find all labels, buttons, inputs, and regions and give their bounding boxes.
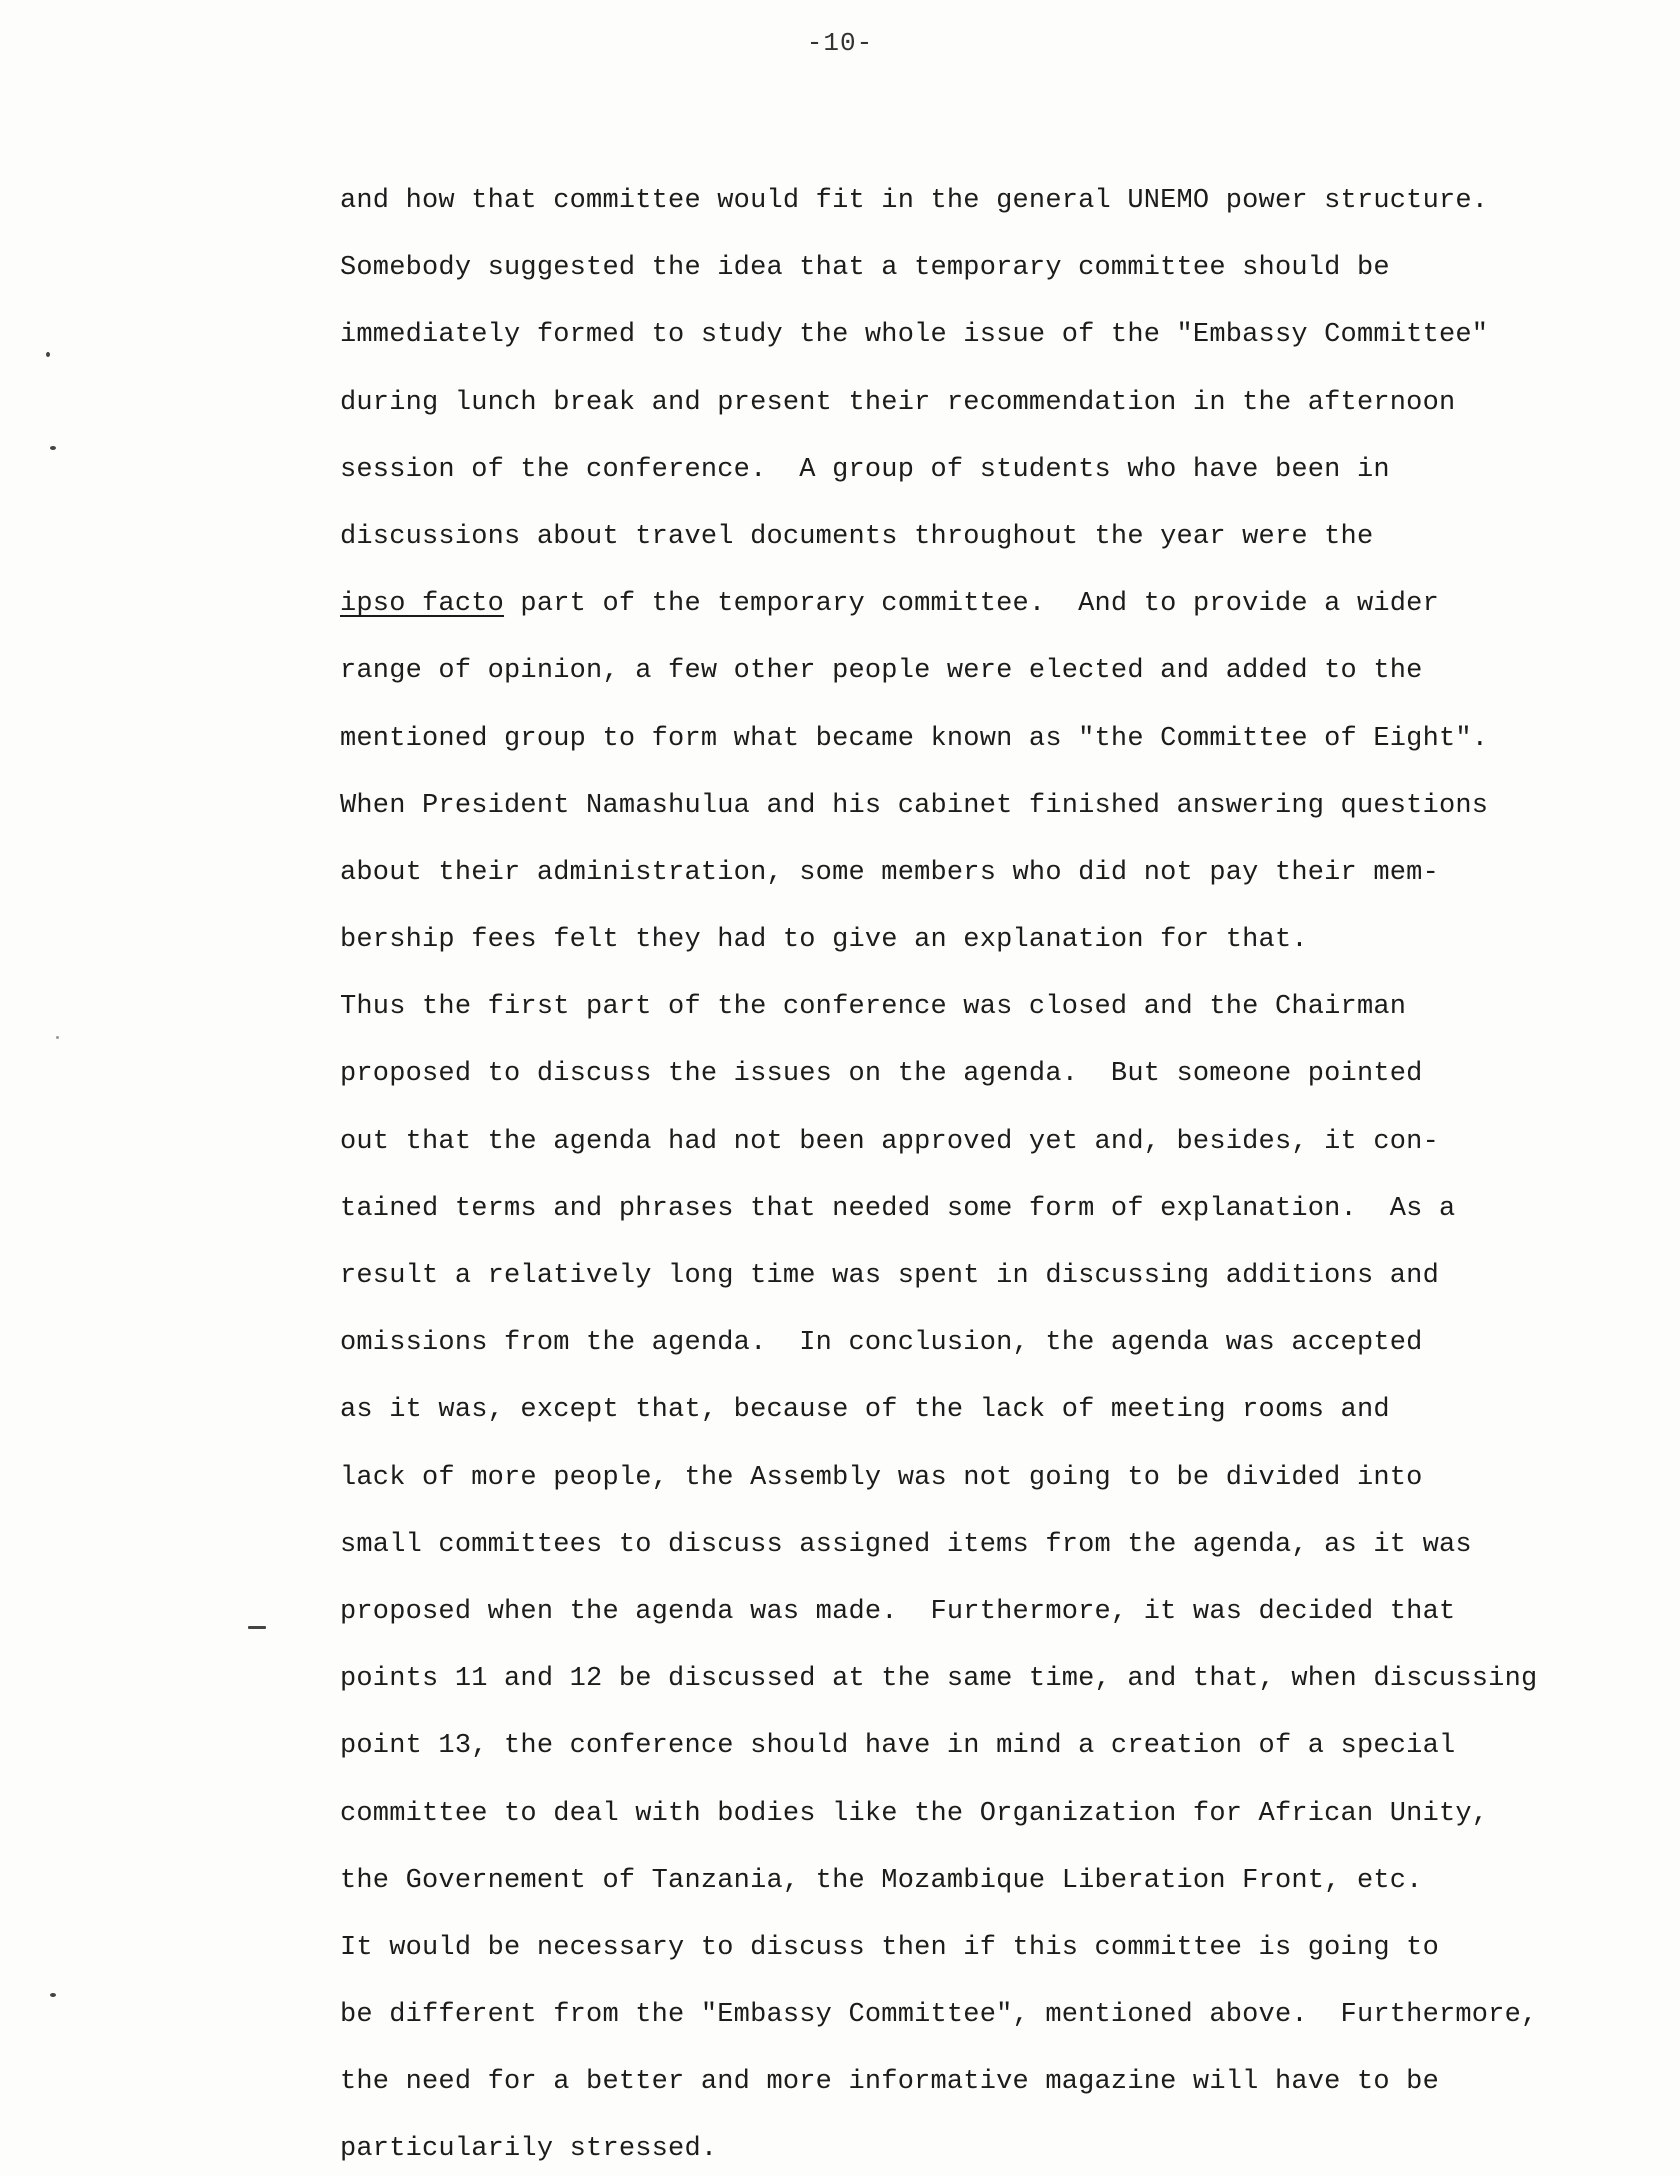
text-line: about their administration, some members who did not pay their mem- [340,857,1439,888]
scan-speck [248,1626,266,1629]
text-line: small committees to discuss assigned items from the agenda, as it was [340,1529,1472,1560]
text-line: point 13, the conference should have in mind a creation of a special [340,1731,1456,1762]
text-line: Somebody suggested the idea that a temporary committee should be [340,253,1390,284]
scan-speck [46,352,50,357]
text-line: the Governement of Tanzania, the Mozambique Liberation Front, etc. [340,1865,1423,1896]
text-line: When President Namashulua and his cabinet finished answering questions [340,790,1489,821]
text-line: session of the conference. A group of students who have been in [340,454,1390,485]
scan-speck [56,1036,59,1039]
text-line: out that the agenda had not been approved yet and, besides, it con- [340,1126,1439,1157]
text-line: result a relatively long time was spent in discussing additions and [340,1261,1439,1291]
text-line: points 11 and 12 be discussed at the same time, and that, when discussing [340,1664,1538,1695]
text-line: bership fees felt they had to give an explanation for that. [340,925,1308,956]
text-line: omissions from the agenda. In conclusion, the agenda was accepted [340,1328,1423,1359]
page-number: -10- [806,28,874,58]
underlined-phrase: ipso facto [340,589,505,620]
text-line: Thus the first part of the conference was closed and the Chairman [340,992,1407,1023]
text-line [340,571,1580,638]
text-line: be different from the "Embassy Committee", mentioned above. Furthermore, [340,2000,1538,2031]
text-line: proposed when the agenda was made. Furthermore, it was decided that [340,1596,1456,1627]
text-line-rest: part of the temporary committee. And to provide a wider [504,589,1439,620]
text-line: It would be necessary to discuss then if this committee is going to [340,1932,1439,1963]
scan-speck [50,1993,56,1997]
text-line: particularily stressed. [340,2134,718,2165]
text-line: lack of more people, the Assembly was not going to be divided into [340,1462,1423,1493]
text-line: proposed to discuss the issues on the agenda. But someone pointed [340,1059,1423,1090]
text-line: and how that committee would fit in the general UNEMO power structure. [340,186,1489,216]
text-line: mentioned group to form what became known as "the Committee of Eight". [340,723,1489,754]
text-line: tained terms and phrases that needed some form of explanation. As a [340,1193,1456,1224]
text-line: the need for a better and more informative magazine will have to be [340,2067,1439,2098]
text-line: immediately formed to study the whole issue of the "Embassy Committee" [340,320,1489,351]
text-line: during lunch break and present their recommendation in the afternoon [340,387,1456,418]
text-line: range of opinion, a few other people were elected and added to the [340,656,1423,687]
text-line: as it was, except that, because of the lack of meeting rooms and [340,1395,1390,1426]
scan-speck [50,446,56,450]
text-line: committee to deal with bodies like the Organization for African Unity, [340,1798,1489,1829]
body-text [340,168,1580,2184]
text-line: discussions about travel documents throughout the year were the [340,521,1374,552]
